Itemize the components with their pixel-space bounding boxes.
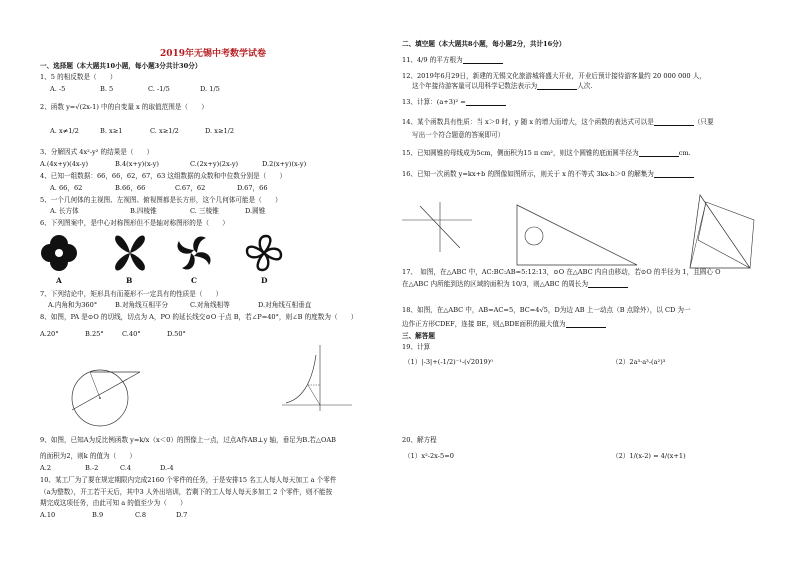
- q10-option-c: C.8: [135, 511, 147, 519]
- section-choice-header: 一、选择题（本大题共10小题，每小题3分共计30分）: [40, 62, 202, 70]
- q3-option-b: B.4(x+y)(x-y): [115, 160, 159, 168]
- question-10-cont: （a为整数），开工若干天后，其中3 人外出培训，若剩下的工人每人每天多加工 2 个零件，则不能按: [40, 488, 333, 496]
- q7-option-b: B.对角线互相平分: [115, 301, 169, 309]
- pattern-c-icon: [174, 233, 214, 273]
- question-17-cont: [402, 280, 628, 288]
- q17-answer-blank: [588, 281, 628, 288]
- question-15-unit: cm.: [678, 149, 691, 157]
- q7-option-a: A.内角和为360°: [48, 301, 98, 309]
- question-10: 10、某工厂为了要在规定期限内完成2160 个零件的任务，于是安排15 名工人每人每天加工 a 个零件: [40, 476, 337, 484]
- q8-option-c: C.40°: [122, 330, 141, 338]
- q12-answer-blank: [537, 83, 577, 90]
- q15-answer-blank: [639, 150, 679, 157]
- question-16-text: 16、已知一次函数 y=kx+b 的图像如图所示，则关于 x 的不等式 3kx-b＞0 的解集为: [402, 170, 654, 178]
- q5-option-d: D.圆锥: [245, 207, 266, 215]
- question-12-unit: 人次.: [577, 82, 593, 90]
- q1-option-b: B. 5: [100, 85, 114, 93]
- q1-option-c: C. -1/5: [148, 85, 170, 93]
- question-1: 1、5 的相反数是（ ）: [40, 73, 117, 81]
- question-14: [402, 118, 714, 126]
- triangle-circle-figure: [512, 200, 642, 272]
- q3-option-a: A.(4x+y)(4x-y): [40, 160, 89, 168]
- q7-option-d: D.对角线互相垂直: [258, 301, 312, 309]
- q13-answer-blank: [466, 99, 506, 106]
- q2-option-c: C. x≥1/2: [150, 127, 179, 135]
- section-fill-header: 二、填空题（本大题共8小题，每小题2分，共计16分）: [402, 40, 566, 48]
- question-17-text: 在△ABC 内所能到达的区域的面积为 10/3，则△ABC 的周长为: [402, 280, 589, 288]
- q8-option-d: D.50°: [167, 330, 186, 338]
- question-14-cont: 写出一个符合题意的答案即可）: [412, 131, 505, 139]
- section-solve-header: 三、解答题: [402, 332, 435, 340]
- q2-option-d: D. x≥1/2: [205, 127, 235, 135]
- q1-option-a: A. -5: [50, 85, 66, 93]
- question-20-part-1: （1）x²-2x-5=0: [404, 452, 454, 460]
- question-14-text: 14、某个函数具有性质：当 x＞0 时，y 随 x 的增大而增大，这个函数的表达式可以是: [402, 118, 654, 126]
- question-13-text: 13、计算：(a+3)² =: [402, 98, 466, 106]
- question-17: 17、 如图，在△ABC 中，AC:BC:AB=5:12:13，⊙O 在△ABC 内自由移动，若⊙O 的半径为 1，且圆心 O: [402, 268, 721, 276]
- question-15: [402, 149, 691, 157]
- q9-option-d: D.-4: [160, 464, 174, 472]
- q8-option-a: A.20°: [40, 330, 59, 338]
- q10-option-b: B.9: [92, 511, 104, 519]
- pattern-d-label: D: [261, 276, 268, 285]
- question-12: 12、2019年6月29日，新建的无锡文化旅游城将盛大开业，开业后预计接待游客量约 20 000 000 人，: [402, 72, 706, 80]
- question-10-cont-2: 期完成这项任务，由此可知 a 的值至少为（ ）: [40, 499, 187, 507]
- q5-option-c: C. 三棱锥: [190, 207, 219, 215]
- question-11-text: 11、4/9 的平方根为: [402, 56, 463, 64]
- question-18: 18、如图，在△ABC 中，AB=AC=5，BC=4√5，D为边 AB 上一动点（B 点除外），以 CD 为一: [402, 306, 691, 314]
- q3-option-c: C.(2x+y)(2x-y): [190, 160, 239, 168]
- question-15-text: 15、已知圆锥的母线成为5cm，侧面积为15 π cm²，则这个圆锥的底面圆半径为: [402, 149, 639, 157]
- q9-option-b: B.-2: [85, 464, 99, 472]
- page-title: 2019年无锡中考数学试卷: [160, 49, 267, 59]
- q4-option-b: B.66，66: [115, 184, 146, 192]
- question-9: 9、如图，已知A为反比例函数 y=k/x（x＜0）的图像上一点，过点A作AB⊥y 轴，垂足为B.若△OAB: [40, 436, 336, 444]
- q1-option-d: D. 1/5: [200, 85, 220, 93]
- q2-option-a: A. x≠1/2: [50, 127, 79, 135]
- question-20: 20、解方程: [402, 436, 437, 444]
- pattern-c-label: C: [191, 276, 197, 285]
- question-14-tail: （只要: [693, 118, 714, 126]
- q3-option-d: D.2(x+y)(x-y): [262, 160, 307, 168]
- question-11: [402, 56, 503, 64]
- q9-option-a: A.2: [40, 464, 52, 472]
- q10-option-d: D.7: [176, 511, 188, 519]
- question-3: 3、分解因式 4x²-y² 的结果是（ ）: [40, 148, 154, 156]
- q11-answer-blank: [463, 57, 503, 64]
- pattern-d-icon: [244, 233, 284, 273]
- pattern-a-icon: [40, 234, 78, 272]
- question-19-part-2: （2）2a³·a³-(a²)³: [612, 358, 666, 366]
- inverse-function-graph: [280, 345, 355, 415]
- question-8: 8、如图，PA 是⊙O 的切线，切点为 A，PO 的延长线交⊙O 于点 B，若∠P=40°，则∠B 的度数为（ ）: [40, 313, 358, 321]
- question-12-cont: [412, 82, 593, 90]
- pattern-b-icon: [110, 233, 150, 273]
- q4-option-d: D.67，66: [237, 184, 268, 192]
- q9-option-c: C.4: [120, 464, 132, 472]
- q5-option-b: B.四棱锥: [130, 207, 157, 215]
- question-13: [402, 98, 506, 106]
- question-20-part-2: （2）1/(x-2) = 4/(x+1): [612, 452, 686, 460]
- q7-option-c: C.对角线相等: [190, 301, 230, 309]
- question-19-part-1: （1）|-3|+(-1/2)⁻¹-(√2019)⁰: [404, 358, 493, 366]
- question-7: 7、下列结论中，矩形具有而菱形不一定具有的性质是（ ）: [40, 290, 223, 298]
- question-19: 19、计算: [402, 343, 431, 351]
- q5-option-a: A. 长方体: [50, 207, 79, 215]
- q14-answer-blank: [654, 119, 694, 126]
- q8-option-b: B.25°: [85, 330, 104, 338]
- question-4: 4、已知一组数据：66，66，62，67，63 这组数据的众数和中位数分别是（ ）: [40, 172, 287, 180]
- question-9-cont: 的面积为2，则k 的值为（ ）: [40, 452, 137, 460]
- q18-answer-blank: [566, 321, 606, 328]
- q4-option-c: C.67，62: [175, 184, 206, 192]
- question-2: 2、函数 y=√(2x-1) 中的自变量 x 的取值范围是（ ）: [40, 103, 208, 111]
- question-16: [402, 170, 694, 178]
- triangle-square-figure: [688, 190, 760, 278]
- question-6: 6、下列图案中，是中心对称图形但不是轴对称图形的是（ ）: [40, 219, 229, 227]
- q4-option-a: A. 66，62: [50, 184, 83, 192]
- question-12-text: 这个年接待游客量可以用科学记数法表示为: [412, 82, 538, 90]
- question-18-text: 边作正方形CDEF，连接 BE，则△BDE面积的最大值为: [402, 320, 566, 328]
- q10-option-a: A.10: [40, 511, 56, 519]
- circle-tangent-figure: [60, 360, 150, 430]
- pattern-a-label: A: [56, 276, 62, 285]
- linear-function-graph: [400, 200, 475, 255]
- question-18-cont: [402, 320, 606, 328]
- question-5: 5、一个几何体的主视图、左视图、俯视图都是长方形，这个几何体可能是（ ）: [40, 196, 282, 204]
- q16-answer-blank: [654, 171, 694, 178]
- q2-option-b: B. x≥1: [100, 127, 123, 135]
- pattern-b-label: B: [126, 276, 133, 285]
